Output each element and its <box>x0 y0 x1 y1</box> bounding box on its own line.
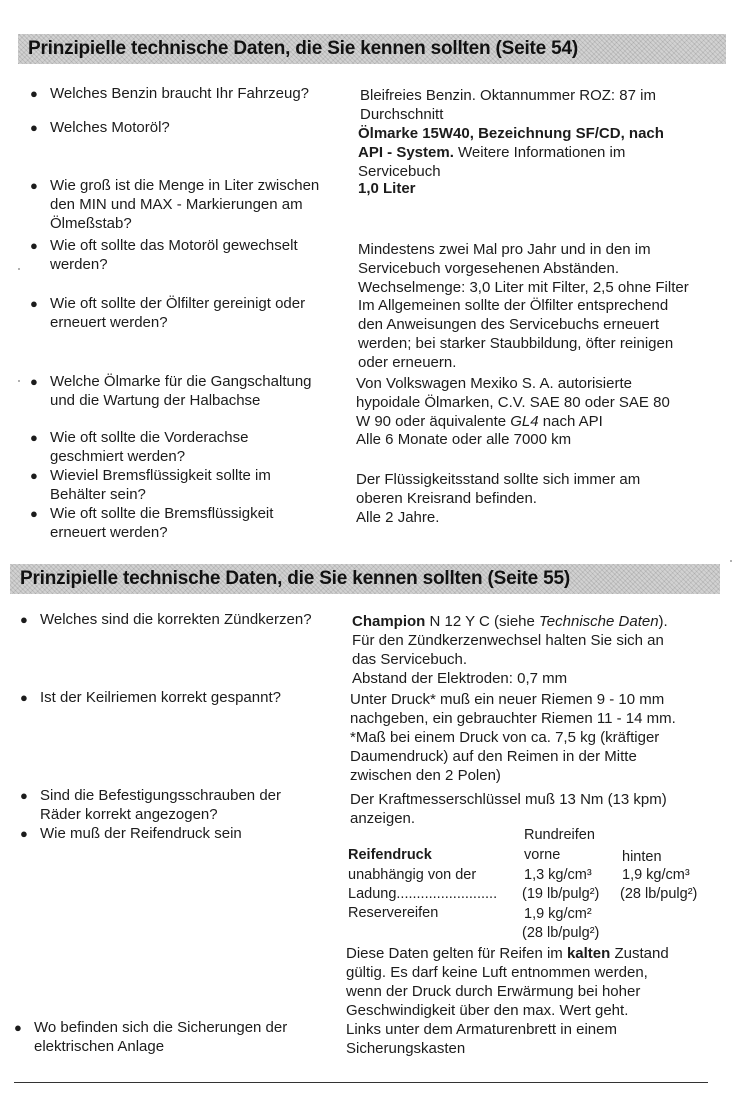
question-text: Sind die Befestigungsschrauben der Räder korrekt angezogen? <box>40 787 281 823</box>
table-cell: (19 lb/pulg²) <box>522 886 600 902</box>
question-text: Welches Motoröl? <box>50 119 170 136</box>
answer-text: Unter Druck* muß ein neuer Riemen 9 - 10 mm nachgeben, ein gebrauchter Riemen 11 - 14 mm. *Maß bei einem Druck von ca. 7,5 kg (kräftiger Daumendruck) auf den Reimen in der Mitte zwischen den 2 Polen) <box>350 691 676 784</box>
bullet-icon: ● <box>14 1020 22 1035</box>
question-text: Wieviel Bremsflüssigkeit sollte im Behälter sein? <box>50 467 271 503</box>
answer-text: Alle 2 Jahre. <box>356 509 440 526</box>
answer-text: Von Volkswagen Mexiko S. A. autorisierte hypoidale Ölmarken, C.V. SAE 80 oder SAE 80 W 90 oder äquivalente GL4 nach API <box>356 375 670 430</box>
bullet-icon: ● <box>30 238 38 253</box>
table-cell: (28 lb/pulg²) <box>620 886 698 902</box>
bullet-icon: ● <box>30 86 38 101</box>
table-row-label: Ladung......................... <box>348 886 498 902</box>
bullet-icon: ● <box>20 612 28 627</box>
bullet-icon: ● <box>30 374 38 389</box>
table-row-label: Reservereifen <box>348 905 439 921</box>
answer-text: Mindestens zwei Mal pro Jahr und in den im Servicebuch vorgesehenen Abständen. Wechselmenge: 3,0 Liter mit Filter, 2,5 ohne Filter <box>358 241 689 296</box>
table-cell: 1,3 kg/cm³ <box>524 867 592 883</box>
bullet-icon: ● <box>30 430 38 445</box>
bullet-icon: ● <box>30 296 38 311</box>
table-header-rundreifen: Rundreifen <box>524 827 595 843</box>
answer-text: Champion N 12 Y C (siehe Technische Daten). Für den Zündkerzenwechsel halten Sie sich an das Servicebuch. Abstand der Elektroden: 0,7 mm <box>352 613 668 687</box>
question-text: Wo befinden sich die Sicherungen der elektrischen Anlage <box>34 1019 288 1055</box>
scan-speck <box>18 380 20 382</box>
question-text: Welche Ölmarke für die Gangschaltung und die Wartung der Halbachse <box>50 373 312 409</box>
tire-note-text: Diese Daten gelten für Reifen im kalten Zustand gültig. Es darf keine Luft entnommen werden, wenn der Druck durch Erwärmung bei hoher Geschwindigkeit über den max. Wert geht. <box>346 945 669 1019</box>
table-cell: (28 lb/pulg²) <box>522 925 600 941</box>
section-title: Prinzipielle technische Daten, die Sie kennen sollten (Seite 55) <box>20 568 570 589</box>
question-text: Welches Benzin braucht Ihr Fahrzeug? <box>50 85 310 102</box>
table-cell: 1,9 kg/cm² <box>524 906 592 922</box>
question-text: Wie muß der Reifendruck sein <box>40 825 242 842</box>
bottom-rule <box>14 1082 708 1083</box>
question-text: Wie oft sollte das Motoröl gewechselt werden? <box>50 237 298 273</box>
table-row-label: unabhängig von der <box>348 867 477 883</box>
bullet-icon: ● <box>20 826 28 841</box>
bullet-icon: ● <box>30 178 38 193</box>
question-text: Ist der Keilriemen korrekt gespannt? <box>40 689 281 706</box>
answer-text: Alle 6 Monate oder alle 7000 km <box>356 431 572 448</box>
table-col-vorne: vorne <box>524 847 561 863</box>
section-title: Prinzipielle technische Daten, die Sie kennen sollten (Seite 54) <box>28 38 578 59</box>
answer-text: 1,0 Liter <box>358 180 416 197</box>
answer-text: Ölmarke 15W40, Bezeichnung SF/CD, nach API - System. Weitere Informationen im Servicebuch <box>358 125 664 180</box>
bullet-icon: ● <box>20 788 28 803</box>
table-col-hinten: hinten <box>622 849 662 865</box>
scan-speck <box>730 560 732 562</box>
question-text: Wie oft sollte der Ölfilter gereinigt oder erneuert werden? <box>50 295 306 331</box>
answer-text: Im Allgemeinen sollte der Ölfilter entsprechend den Anweisungen des Servicebuchs erneuert werden; bei starker Staubbildung, öfter reinigen oder erneuern. <box>358 297 674 371</box>
answer-text: Der Kraftmesserschlüssel muß 13 Nm (13 kpm) anzeigen. <box>350 791 667 827</box>
question-text: Welches sind die korrekten Zündkerzen? <box>40 611 312 628</box>
scan-speck <box>18 268 20 270</box>
answer-text: Bleifreies Benzin. Oktannummer ROZ: 87 im Durchschnitt <box>360 87 656 123</box>
table-cell: 1,9 kg/cm³ <box>622 867 690 883</box>
answer-text: Links unter dem Armaturenbrett in einem Sicherungskasten <box>346 1021 617 1057</box>
bullet-icon: ● <box>30 120 38 135</box>
question-text: Wie oft sollte die Vorderachse geschmiert werden? <box>50 429 249 465</box>
question-text: Wie groß ist die Menge in Liter zwischen den MIN und MAX - Markierungen am Ölmeßstab? <box>50 177 320 232</box>
question-text: Wie oft sollte die Bremsflüssigkeit erneuert werden? <box>50 505 274 541</box>
bullet-icon: ● <box>30 468 38 483</box>
bullet-icon: ● <box>20 690 28 705</box>
bullet-icon: ● <box>30 506 38 521</box>
answer-text: Der Flüssigkeitsstand sollte sich immer am oberen Kreisrand befinden. <box>356 471 641 507</box>
table-row-label-reifendruck: Reifendruck <box>348 847 432 863</box>
